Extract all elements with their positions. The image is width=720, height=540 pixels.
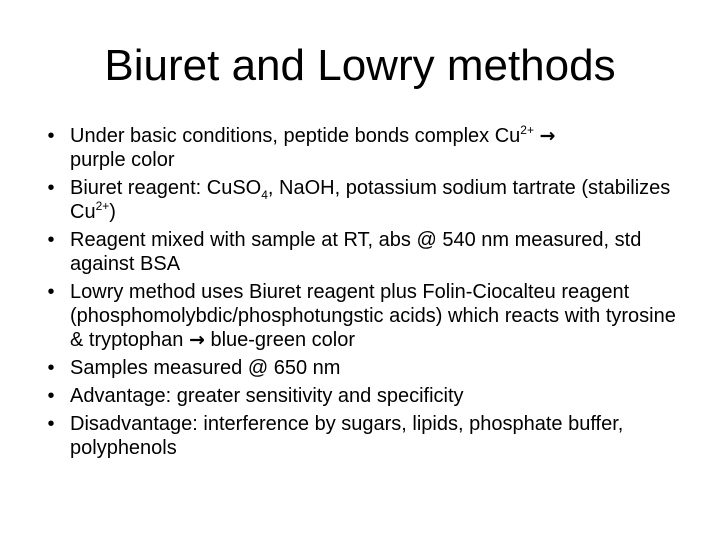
bullet-item bbox=[47, 123, 690, 172]
bullet-text-part: purple color bbox=[70, 149, 175, 171]
bullet-dot: • bbox=[47, 177, 55, 199]
slide-title: Biuret and Lowry methods bbox=[104, 41, 616, 90]
bullet-dot: • bbox=[47, 413, 55, 435]
bullet-text-part: Biuret reagent: CuSO bbox=[70, 177, 262, 199]
bullet-text-part: blue-green color bbox=[204, 329, 355, 351]
bullet-text: Disadvantage: interference by sugars, lipids, phosphate buffer, polyphenols bbox=[70, 413, 624, 459]
bullet-text: Advantage: greater sensitivity and specificity bbox=[70, 385, 464, 407]
bullet-item bbox=[47, 176, 690, 224]
bullet-item bbox=[47, 384, 690, 408]
bullet-dot: • bbox=[47, 229, 55, 251]
superscript: 2+ bbox=[520, 123, 534, 137]
subscript: 4 bbox=[261, 188, 268, 202]
arrow-right-icon: → bbox=[539, 125, 556, 147]
superscript: 2+ bbox=[95, 199, 110, 213]
bullet-item bbox=[47, 228, 690, 276]
bullet-text-part: Under basic conditions, peptide bonds complex Cu bbox=[70, 125, 521, 147]
bullet-dot: • bbox=[47, 385, 55, 407]
arrow-right-icon: → bbox=[188, 329, 205, 351]
bullet-item bbox=[47, 412, 690, 460]
bullet-item bbox=[47, 356, 690, 380]
bullet-item bbox=[47, 280, 690, 352]
bullet-dot: • bbox=[47, 357, 55, 379]
bullet-dot: • bbox=[47, 125, 55, 147]
bullet-text: Reagent mixed with sample at RT, abs @ 540 nm measured, std against BSA bbox=[70, 229, 642, 275]
bullet-text: Samples measured @ 650 nm bbox=[70, 357, 341, 379]
bullet-text-part: , NaOH, potassium sodium tartrate (stabilizes Cu bbox=[70, 177, 671, 223]
bullet-list bbox=[47, 123, 690, 464]
bullet-text-part: Lowry method uses Biuret reagent plus Folin-Ciocalteu reagent (phosphomolybdic/phosphotungstic acids) which reacts with tyrosine & tryptophan bbox=[70, 281, 676, 351]
bullet-text-part: ) bbox=[109, 201, 116, 223]
bullet-dot: • bbox=[47, 281, 55, 303]
